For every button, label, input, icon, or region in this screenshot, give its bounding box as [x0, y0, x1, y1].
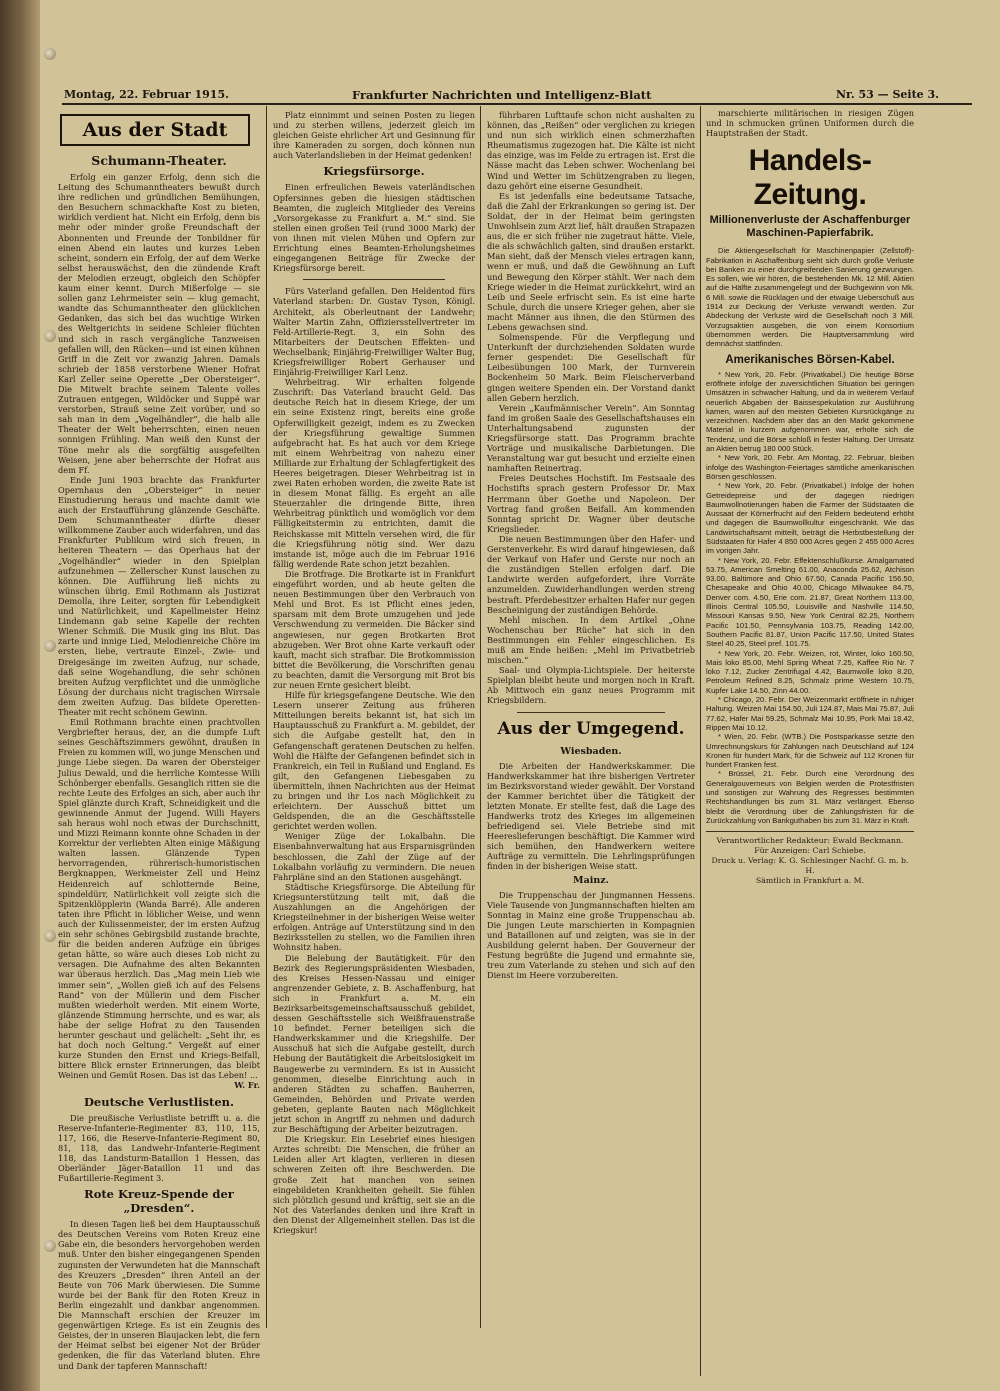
article-paragraph: Die preußische Verlustliste betrifft u. a. die Reserve-Infanterie-Regimenter 83, 110, 115, 117, 166, die Reserve-Infanterie-Regiment 80, 81, 118, das Landwehr-Infanterie-Regiment 118, das Landsturm-Bataillon 1 Hessen, das Oberländer Jäger-Bataillon 11 und das Fußartillerie-Regiment 3.: [58, 1112, 260, 1184]
article-paragraph: Saal- und Olympia-Lichtspiele. Der heiterste Spielplan bleibt heute und morgen noch in Kraft. Ab Mittwoch ein ganz neues Programm mit Kriegsbildern.: [487, 665, 695, 706]
article-paragraph: Es ist jedenfalls eine bedeutsame Tatsache, daß die Zahl der Erkrankungen so gering ist. Der Soldat, der in der Heimat beim geringsten Unwohlsein zum Arzt lief, hält draußen Strapazen aus, die er sich früher nie zugetraut hätte. Viele, die als schwächlich galten, sind draußen erstarkt. Man sieht, daß der Mensch vieles ertragen kann, wenn er muß, und daß die Gewöhnung an Luft und Bewegung den Körper stählt. Wer nach dem Kriege wieder in die Heimat zurückkehrt, wird an Leib und Seele erfrischt sein. Es ist eine harte Schule, durch die unsere Krieger gehen, aber sie macht Männer aus ihnen, die den Stürmen des Lebens gewachsen sind.: [487, 190, 695, 332]
article-paragraph: * Brüssel, 21. Febr. Durch eine Verordnung des Generalgouverneurs von Belgien werden die Protestfristen und sonstigen zur Wahrung des Regresses bestimmten Rechtshandlungen bis zum 31. März verlängert. Ebenso bleibt die Verordnung über die Zahlungsfristen für die Zurückzahlung von Bankguthaben bis zum 31. März in Kraft.: [706, 769, 914, 825]
location-heading: Mainz.: [573, 874, 609, 886]
header-issue: Nr. 53 — Seite 3.: [836, 88, 939, 101]
column-1: [58, 112, 260, 1371]
article-paragraph: Weniger Züge der Lokalbahn. Die Eisenbahnverwaltung hat aus Ersparnisgründen beschlossen, die Zahl der Züge auf der Lokalbahn vorläufig zu vermindern. Die neuen Fahrpläne sind an den Stationen ausgehängt.: [273, 831, 475, 882]
article-signature: W. Fr.: [234, 1080, 260, 1091]
article-heading: Millionenverluste der Aschaffenburger Maschinen-Papierfabrik.: [709, 214, 911, 240]
article-paragraph: Städtische Kriegsfürsorge. Die Abteilung für Kriegsunterstützung teilt mit, daß die Auszahlungen an die Angehörigen der Kriegsteilnehmer in der bisherigen Weise weiter erfolgen. Anträge auf Unterstützung sind in den Bezirksstellen zu stellen, wo die Familien ihren Wohnsitz haben.: [273, 881, 475, 953]
imprint-line: Druck u. Verlag: K. G. Schlesinger Nachf. G. m. b. H.: [711, 856, 909, 876]
article-paragraph: Die neuen Bestimmungen über den Hafer- und Gerstenverkehr. Es wird darauf hingewiesen, daß der Verkauf von Hafer und Gerste nur noch an die zuständigen Stellen erfolgen darf. Die Landwirte werden aufgefordert, ihre Vorräte anzumelden. Zuwiderhandlungen werden streng bestraft. Pferdebesitzer erhalten Hafer nur gegen Bescheinigung der zuständigen Behörde.: [487, 533, 695, 615]
separator: [303, 279, 445, 280]
article-heading: Amerikanisches Börsen-Kabel.: [725, 353, 895, 366]
header-paper-title: Frankfurter Nachrichten und Intelligenz-Blatt: [352, 88, 652, 102]
article-paragraph: Fürs Vaterland gefallen. Den Heldentod fürs Vaterland starben: Dr. Gustav Tyson, Königl. Architekt, als Oberleutnant der Landwehr; Walter Martin Zahn, Offiziersstellvertreter im Feld-Artillerie-Regt. 3, ein Sohn des Mitarbeiters der Deutschen Effekten- und Wechselbank; Einjährig-Freiwilliger Walter Bug, Kriegsfreiwilliger Robert Gerhauser und Einjährig-Freiwilliger Karl Lenz.: [273, 286, 475, 378]
article-heading: Schumann-Theater.: [91, 153, 227, 168]
location-heading: Wiesbaden.: [560, 745, 622, 757]
binding-tack: [44, 640, 56, 652]
article-heading: Rote Kreuz-Spende der „Dresden“.: [84, 1187, 234, 1216]
article-paragraph: Die Belebung der Bautätigkeit. Für den Bezirk des Regierungspräsidenten Wiesbaden, des Kreises Hessen-Nassau und einiger angrenzender Gebiete, z. B. Aschaffenburg, hat sich in Frankfurt a. M. ein Bezirksarbeitsgemeinschaftsausschuß gebildet, dessen Geschäftsstelle sich Weißfrauenstraße 10 befindet. Ferner beteiligen sich die Handwerkskammer und die Kriegshilfe. Der Ausschuß hat sich die Aufgabe gestellt, durch Hebung der Bautätigkeit die Arbeitslosigkeit im Baugewerbe zu vermindern. Es ist in Aussicht genommen, dieselbe Einrichtung auch in anderen Städten zu schaffen. Bauherren, Gemeinden, Behörden und Private werden gebeten, geplante Bauten nach Möglichkeit jetzt schon in Angriff zu nehmen und dadurch zur Beschäftigung der Arbeiter beizutragen.: [273, 952, 475, 1135]
imprint-line: Sämtlich in Frankfurt a. M.: [755, 876, 865, 886]
article-paragraph: * New York, 20. Febr. (Privatkabel.) Infolge der hohen Getreidepreise und der dagegen niedrigen Baumwollnotierungen haben die Farmer der Südstaaten die Aussaat der Körnerfrucht auf den Feldern bedeutend erhöht und dagegen die Baumwollkultur eingeschränkt. Wie das Landwirtschaftsamt mitteilt, beträgt die Herbstbestellung der Südstaaten für Hafer 4 850 000 Acres gegen 2 455 000 Acres im vorigen Jahr.: [706, 481, 914, 556]
article-paragraph: Die Arbeiten der Handwerkskammer. Die Handwerkskammer hat ihre bisherigen Vertreter im Bezirksvorstand wieder gewählt. Der Vorstand der Kammer berichtet über die Tätigkeit der letzten Monate. Er stellte fest, daß die Lage des Handwerks trotz des Krieges im allgemeinen befriedigend sei. Viele Betriebe sind mit Heereslieferungen beschäftigt. Die Kammer wird sich bemühen, den Handwerkern weitere Aufträge zu vermitteln. Die Lehrlingsprüfungen finden in der bisherigen Weise statt.: [487, 760, 695, 872]
column-rule: [266, 106, 267, 1328]
article-paragraph: Emil Rothmann brachte einen prachtvollen Vergbriefter heraus, der, an die dumpfe Luft seines Geschäftszimmers gewöhnt, draußen in Freien zu kommen will, wo junge Menschen und junge Liebe siegen. Da waren der Obersteiger Julius Dewald, und die herrliche Komtesse Willi Schönberger ebenfalls. Gesanglich ritten sie die rechte Leute des Erfolges an sich, aber auch ihr Spiel glänzte durch Kraft, Schneidigkeit und die gewinnende Anmut der Jugend. Willi Hayers sah heraus wohl noch etwas der Durchschnitt, und Mizzi Reimann konnte ohne Schaden in der Korrektur der verliebten Alten einige Mäßigung walten lassen. Glänzende Typen hervorragenden, rührerisch-humoristischen Bergknappen, Werkmeister Zell und Heinz Heidenreich auf schlotternde Beine, spindeldürr, Natürlichkeit voll zeigte sich die Spitzenklöpplerin (Wanda Barré). Alle anderen taten ihre Pflicht in löblicher Weise, und wenn auch der Kulissenmeister, der im ersten Aufzug ein sehr schönes Gebirgsbild zustande brachte, für die beiden anderen Aufzüge ein übriges getan hätte, so wäre auch dieses Lob nicht zu versagen. Die Aufnahme des alten Bekannten war überaus herzlich. Das „Mag mein Lieb wie immer sein“, „Wollen gieß ich auf des Felsens Rand“ von der Müllerin und dem Fischer mußten wiederholt werden. Mit einem Worte, glänzende Stimmung herrschte, und es war, als habe der selige Hofrat zu den Tausenden herunter geschaut und gelächelt: „Seht ihr, es hat doch noch Geltung.“ Vergeßt auf einer kurze Stunden den Ernst und Kriegs-Beifall, bittere Blick ernster Erinnerungen, das bleibt Weinen und Gemüt Rosen. Das ist das Leben! ...: [58, 717, 260, 1081]
article-paragraph: * New York, 20. Febr. Am Montag, 22. Februar, bleiben infolge des Washington-Feiertages sämtliche amerikanischen Börsen geschlossen.: [706, 453, 914, 481]
article-paragraph: Solmenspende. Für die Verpflegung und Unterkunft der durchziehenden Soldaten wurde ferner gespendet: Die Gesellschaft für Leibesübungen 100 Mark, der Turnverein Bockenheim 50 Mark. Beim Fleischerverband gingen weitere Spenden ein. Der Vorstand dankt allen Gebern herzlich.: [487, 332, 695, 403]
article-paragraph: Freies Deutsches Hochstift. Im Festsaale des Hochstifts sprach gestern Professor Dr. Max Herrmann über Goethe und Napoleon. Der Vortrag fand großen Beifall. Am kommenden Sonntag spricht Dr. Wagner über deutsche Kriegslieder.: [487, 473, 695, 534]
page-binding: [0, 0, 40, 1391]
article-paragraph: Verein „Kaufmännischer Verein“. Am Sonntag fand im großen Saale des Gesellschaftshauses ein Unterhaltungsabend zugunsten der Kriegsfürsorge statt. Das Programm brachte Vorträge und musikalische Darbietungen. Die Veranstaltung war gut besucht und erzielte einen namhaften Reinertrag.: [487, 402, 695, 474]
header-rule: [62, 103, 972, 105]
article-paragraph: Platz einnimmt und seinen Posten zu liegen und zu sterben willens, jederzeit gleich im gleichen Geiste ehrlicher Art und Gesinnung für ihre Kameraden zu sorgen, doch können nun auch Vaterlandslieben in der Heimat gedenken!: [273, 110, 475, 161]
article-paragraph: * New York, 20. Febr. (Privatkabel.) Die heutige Börse eröffnete infolge der zuversichtlichen Situation bei geringen Umsätzen in schwacher Haltung, und da in weiterem Verlauf neuerlich Abgaben der Baissespekulation zur Ausführung kamen, waren auf den meisten Gebieten Kursrückgänge zu verzeichnen. Nachdem aber das an den Markt gekommene Material in kurzem aufgenommen war, erholte sich die Tendenz, und die Börse schloß in fester Haltung. Der Umsatz an Aktien betrug 180 000 Stück.: [706, 369, 914, 454]
binding-tack: [44, 930, 56, 942]
article-paragraph: * Wien, 20. Febr. (WTB.) Die Postsparkasse setzte den Umrechnungskurs für Zahlungen nach Deutschland auf 124 Kronen für hundert Mark, für die Schweiz auf 112 Kronen für hundert Franken fest.: [706, 732, 914, 770]
imprint-line: Verantwortlicher Redakteur: Ewald Beckmann.: [716, 836, 904, 846]
article-heading: Kriegsfürsorge.: [323, 164, 425, 179]
article-heading: Deutsche Verlustlisten.: [83, 1094, 235, 1109]
article-paragraph: Wehrbeitrag. Wir erhalten folgende Zuschrift: Das Vaterland braucht Geld. Das deutsche Reich hat in diesem Kriege, der um ein seine Existenz ringt, bereits eine große Opferwilligkeit gezeigt, indem es zu Zwecken der Kriegsführung gewaltige Summen aufgebracht hat. Es hat auch vor dem Kriege mit einem Wehrbeitrag von nahezu einer Milliarde zur Erhaltung der Schlagfertigkeit des Heeres beigetragen. Dieser Wehrbeitrag ist in zwei Raten erhoben worden, die zweite Rate ist in diesem Monat fällig. Es ergeht an alle Steuerzahler die dringende Bitte, ihren Wehrbeitrag pünktlich und womöglich vor dem Fälligkeitstermin zu entrichten, damit die Reichskasse mit Mitteln versehen wird, die für die Kriegsführung nötig sind. Wer dazu imstande ist, möge auch die im Februar 1916 fällig werdende Rate schon jetzt bezahlen.: [273, 377, 475, 569]
article-paragraph: Erfolg ein ganzer Erfolg, denn sich die Leitung des Schumanntheaters bewußt durch ihre redlichen und gründlichen Bemühungen, den Besuchern schmackhafte Kost zu bieten, wirklich verdient hat. Nicht ein Erfolg, denn bis mehr oder minder große Freundschaft der Abonnenten und Freunde der Tonbildner für einen Abend ein lautes und kurzes Leben scheint, sondern ein Erfolg, der auf dem Werke selbst herauswächst, den die zündende Kraft der Melodien erzeugt, obgleich den Schöpfer kaum einer kennt. Durch Mißerfolge — sie sollen ganz Lehrmeister sein — klug gemacht, wandte das Schumanntheater den glücklichen Gedanken, das sich bei das wuchtige Wirken des Weltgerichts in seidene Schleier flüchten und sich in rasch vergängliche Tanzweisen gefallen will, den Rücken—und ist einen kühnen Griff in die Zeit vor zwanzig Jahren. Damals schrieb der 1858 verstorbene Wiener Hofrat Karl Zeller seine Operette „Der Obersteiger“. Die Mitwelt brachte seinem Talente volles Zutrauen entgegen, Wildöcker und Suppé war verstorben, Strauß seine Zeit vorüber, und so sah man in dem „Vogelhändler“, die halb alle Theater der Welt beherrschten, einen neuen sonnigen Frühling. Man weiß den Kunst der Töne mehr als die sorgfältig ausgefeilten Weisen, jene aber beherrschte der Hofrat aus dem Ff.: [58, 172, 260, 475]
article-paragraph: * New York, 20. Febr. Effektenschlußkurse. Amalgamated 53.75, American Smelting 61.00, Anaconda 25.62, Atchison 93.00, Baltimore and Ohio 67.50, Canada Pacific 156.50, Chesapeake and Ohio 40.00, Chicago Milwaukee 84.75, Denver com. 4.50, Erie com. 21.87, Great Northern 113.00, Illinois Central 105.50, Louisville and Nashville 114.50, Missouri Kansas 9.50, New York Central 82.25, Northern Pacific 101.50, Pennsylvania 103.75, Reading 142.00, Southern Pacific 81.87, Union Pacific 117.50, United States Steel 40.25, Steel pref. 101.75.: [706, 555, 914, 649]
header-date: Montag, 22. Februar 1915.: [64, 88, 229, 101]
article-paragraph: Einen erfreulichen Beweis vaterländischen Opfersinnes geben die hiesigen städtischen Beamten, die zugleich Mitglieder des Vereins „Vorsorgekasse zu Frankfurt a. M.“ sind. Sie stellen einen großen Teil (rund 3000 Mark) der von ihnen mit vielen Mühen und Opfern zur Errichtung eines Beamten-Erholungsheimes eingegangenen Beiträge für Zwecke der Kriegsfürsorge bereit.: [273, 182, 475, 274]
separator: [517, 712, 665, 713]
article-paragraph: führbaren Lufttaufe schon nicht aushalten zu können, das „Reißen“ oder verglichen zu kriegen und nun sich wirklich einen schmerzhaften Rheumatismus zugezogen hat. Die Kälte ist nicht das einzige, was im Felde zu ertragen ist. Erst die Nässe macht das Leben schwer. Wochenlang bei Wind und Wetter im Schützengraben zu liegen, dazu gehört eine eiserne Gesundheit.: [487, 110, 695, 191]
binding-tack: [44, 1240, 56, 1252]
section-title-umgegend: Aus der Umgegend.: [497, 718, 685, 739]
column-2: [273, 110, 475, 1330]
article-paragraph: * New York, 20. Febr. Weizen, rot, Winter, loko 160.50, Mais loko 85.00, Mehl Spring Wheat 7.25, Kaffee Rio Nr. 7 loko 7.12, Zucker Zentrifugal 4.42, Baumwolle loko 8.20, Petroleum Refined 8.25, Schmalz prime Western 10.75, Kupfer Lake 14.50, Zinn 44.00.: [706, 648, 914, 695]
article-paragraph: Die Aktiengesellschaft für Maschinenpapier (Zellstoff)-Fabrikation in Aschaffenburg sieht sich durch große Verluste bei Banken zu einer durchgreifenden Sanierung gezwungen. Es sollen, wie wir hören, die bestehenden Mk. 12 Mill. Aktien auf die Hälfte zusammengelegt und der Buchgewinn von Mk. 6 Mill. sowie die Rücklagen und der etwaige Ueberschuß aus 1914 zur Deckung der Verluste verwandt werden. Zur Abdeckung der Verluste wird die Gesellschaft noch 3 Mill. Vorzugsaktien ausgeben, die von einem Konsortium übernommen werden. Die Hauptversammlung wird demnächst stattfinden.: [706, 246, 914, 349]
article-paragraph: Hilfe für kriegsgefangene Deutsche. Wie den Lesern unserer Zeitung aus früheren Mitteilungen bereits bekannt ist, hat sich im Hauptausschuß zu Frankfurt a. M. gebildet, der sich die Aufgabe gestellt hat, den in Gefangenschaft geratenen Deutschen zu helfen. Wohl die Hälfte der Gefangenen befindet sich in Frankreich, ein Teil in Rußland und England. Es gilt, den Gefangenen Liebesgaben zu übermitteln, ihnen Nachrichten aus der Heimat zu bringen und ihr Los nach Möglichkeit zu erleichtern. Der Ausschuß bittet um Geldspenden, die an die Geschäftsstelle gerichtet werden wollen.: [273, 690, 475, 832]
section-title-stadt: Aus der Stadt: [60, 114, 250, 146]
article-paragraph: marschierte militärischen in riesigen Zügen und in schmucken grünen Uniformen durch die Hauptstraßen der Stadt.: [706, 108, 914, 139]
binding-tack: [44, 330, 56, 342]
section-title-handels-zeitung: Handels-Zeitung.: [748, 144, 872, 212]
column-4: [706, 108, 914, 1380]
article-paragraph: * Chicago, 20. Febr. Der Weizenmarkt eröffnete in ruhiger Haltung. Weizen Mai 154.50, Juli 124.87, Mais Mai 75.87, Juli 77.62, Hafer Mai 59.25, Schmalz Mai 10.95, Pork Mai 18.42, Rippen Mai 10.12.: [706, 695, 914, 732]
imprint-line: Für Anzeigen: Carl Schiebe.: [754, 846, 866, 856]
article-paragraph: In diesen Tagen ließ bei dem Hauptausschuß des Deutschen Vereins vom Roten Kreuz eine Gabe ein, die besonders hervorgehoben werden muß. Unter den bisher eingegangenen Spenden zugunsten der Verwundeten hat die Mannschaft des Kreuzers „Dresden“ ihren Anteil an der Beute von 706 Mark überwiesen. Die Summe wurde bei der Bank für den Roten Kreuz in Berlin eingezahlt und dankbar angenommen. Die Mannschaft erschien der Kreuzer im gegenwärtigen Kriege. Es ist ein Zeugnis des Geistes, der in unseren Blaujacken lebt, die fern der Heimat selbst bei eigener Not der Brüder gedenken, die für das Vaterland bluten. Ehre und Dank der tapferen Mannschaft!: [58, 1219, 260, 1371]
column-3: [487, 110, 695, 1330]
column-rule: [480, 106, 481, 1328]
article-paragraph: Mehl mischen. In dem Artikel „Ohne Wochenschau ber Rüche“ hat sich in den Bestimmungen ein Fehler eingeschlichen. Es muß am Ende heißen: „Mehl im Privatbetrieb mischen.“: [487, 614, 695, 666]
article-paragraph: Die Kriegskur. Ein Lesebrief eines hiesigen Arztes schreibt: Die Menschen, die früher an Leiden aller Art klagten, verlieren in diesen schweren Zeiten oft ihre Beschwerden. Die große Zeit hat manchen von seinen eingebildeten Krankheiten geheilt. Sie fühlen sich plötzlich gesund und kräftig, seit sie an die Not des Vaterlandes denken und ihre Kraft in den Dienst der Allgemeinheit stellen. Das ist die Kriegskur!: [273, 1134, 475, 1236]
article-paragraph: Ende Juni 1903 brachte das Frankfurter Opernhaus den „Obersteiger“ in neuer Einstudierung heraus und machte damit wie auch der Erstaufführung glänzende Geschäfte. Dem Schumanntheater dürfte dieser willkommene Zauber auch widerfahren, und das Frankfurter Publikum wird sich freuen, in heiteren Theatern — das Operhaus hat der „Vogelhändler“ wieder in den Spielplan aufzunehmen — Zellerscher Kunst lauschen zu können. Die Aufführung ließ nichts zu wünschen übrig. Emil Rothmann als Justizrat Demolla, ihre Leiter, sorgten für Lebendigkeit und Natürlichkeit, und Kapellmeister Heinz Lindemann gab seine Kapelle der rechten Wiener Schmiß. Die Musik ging ins Blut. Das zarte und innige Lied, Melodienreiche Chöre im ersten, liebe, vertraute Einzel-, Zwie- und Dreigesänge im zweiten Aufzug, nur schade, daß seine Wogehandlung, die sehr schönen breiten Aufzug verpflichtet und die unmögliche Lösung der durchaus nicht tragischen Wirrsale dem zweiten Aufzug. Das bildete Operetten-Theater mit recht schönem Gewinn.: [58, 474, 260, 717]
article-paragraph: Die Brotfrage. Die Brotkarte ist in Frankfurt eingeführt worden, und ab heute gelten die neuen Bestimmungen über den Verbrauch von Mehl und Brot. Es ist Pflicht eines jeden, sparsam mit dem Brote umzugehen und jede Verschwendung zu vermeiden. Die Bäcker sind angewiesen, nur gegen Brotkarten Brot abzugeben. Wer Brot ohne Karte verkauft oder kauft, macht sich strafbar. Die Brotkommission bittet die Bevölkerung, die Vorschriften genau zu beachten, damit die Versorgung mit Brot bis zur neuen Ernte gesichert bleibt.: [273, 568, 475, 690]
column-rule: [700, 106, 701, 1376]
binding-tack: [44, 48, 56, 60]
article-paragraph: Die Truppenschau der Jungmannen Hessens. Viele Tausende von Jungmannschaften hielten am Sonntag in Mainz eine große Truppenschau ab. Die jungen Leute marschierten in Kompagnien und Bataillonen auf und zeigten, was sie in der Ausbildung gelernt haben. Der Gouverneur der Festung begrüßte die Jugend und ermahnte sie, treu zum Vaterlande zu stehen und sich auf den Dienst im Heere vorzubereiten.: [487, 889, 695, 981]
imprint: [706, 831, 914, 886]
